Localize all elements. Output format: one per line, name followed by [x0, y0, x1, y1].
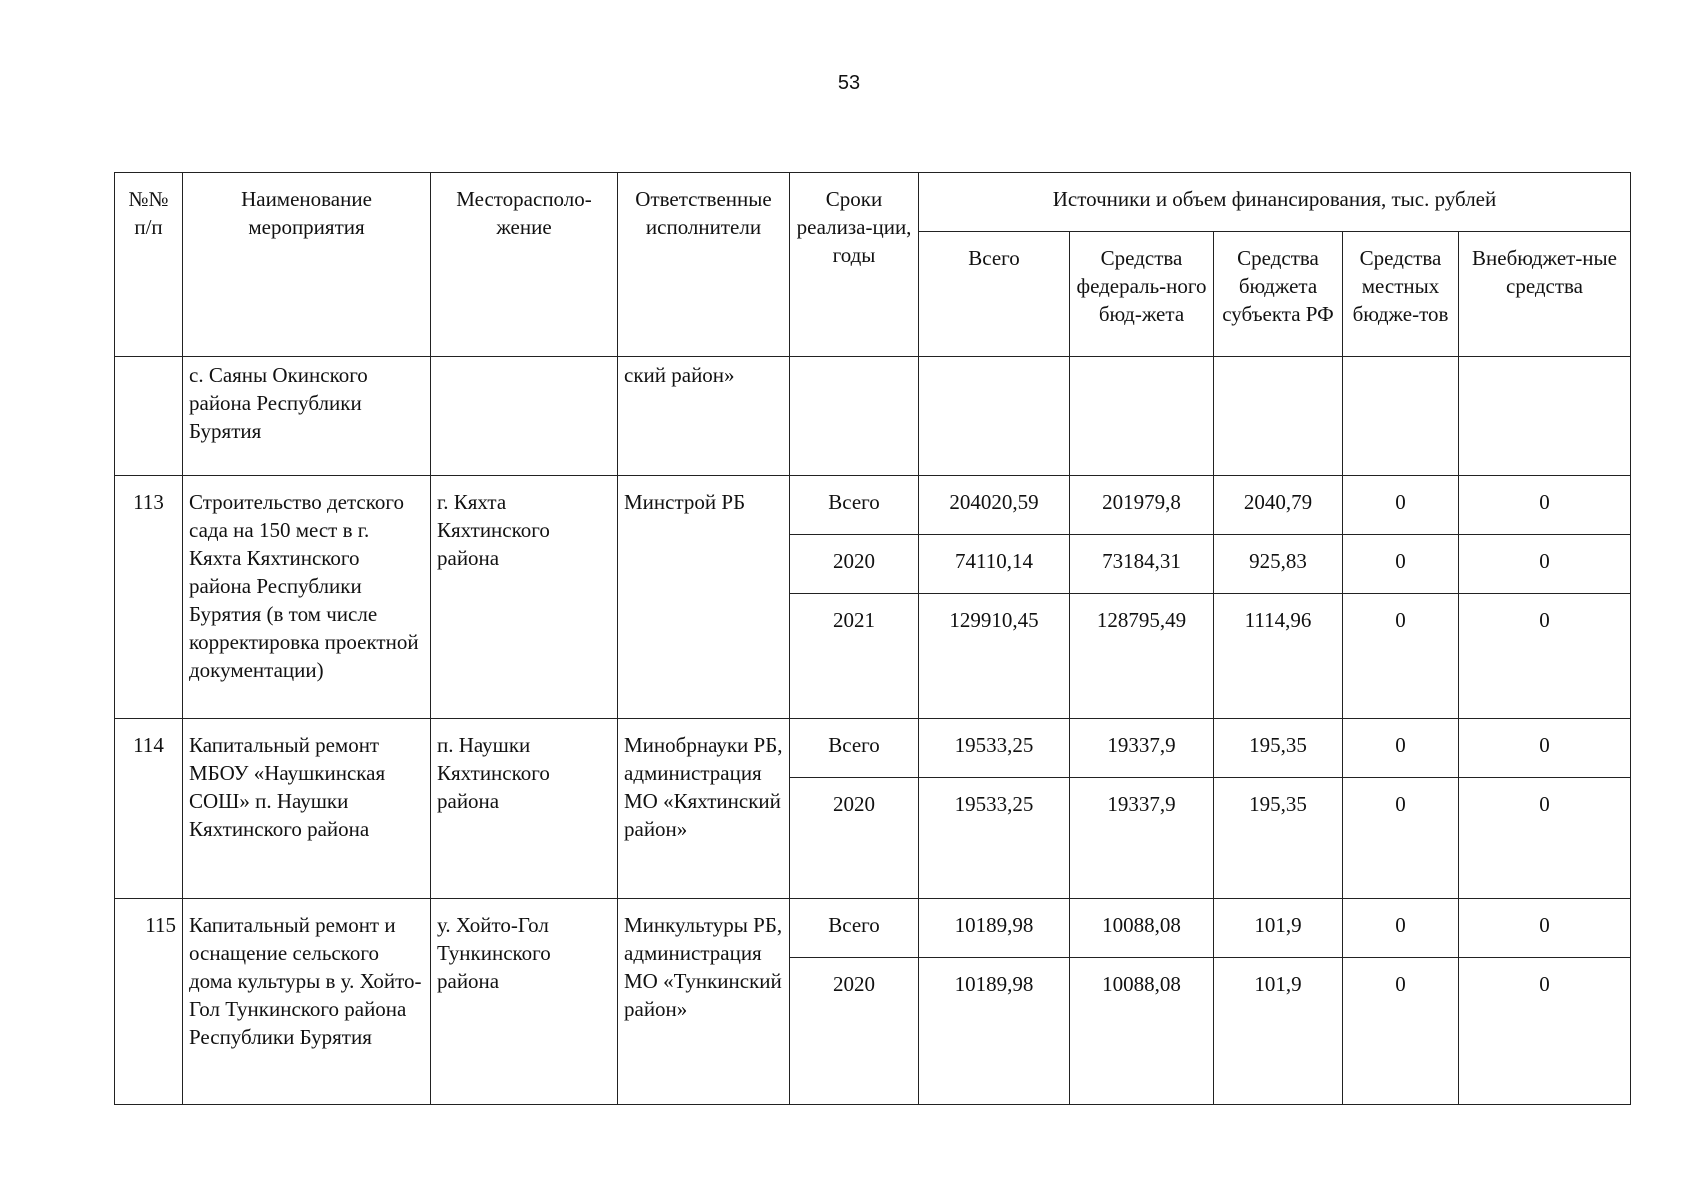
continuation-terms [790, 357, 919, 476]
row-responsible: Минстрой РБ [618, 476, 790, 719]
row-local: 0 [1343, 778, 1459, 899]
continuation-extra [1459, 357, 1631, 476]
header-total: Всего [919, 232, 1070, 357]
row-year: Всего [790, 476, 919, 535]
continuation-row [115, 357, 1631, 476]
header-num: №№ п/п [115, 173, 183, 357]
header-local: Средства местных бюдже-тов [1343, 232, 1459, 357]
row-total: 19533,25 [919, 778, 1070, 899]
continuation-responsible: ский район» [618, 357, 790, 476]
row-subject: 195,35 [1214, 719, 1343, 778]
row-extra: 0 [1459, 958, 1631, 1105]
row-extra: 0 [1459, 476, 1631, 535]
row-total: 74110,14 [919, 535, 1070, 594]
row-extra: 0 [1459, 594, 1631, 719]
row-federal: 19337,9 [1070, 719, 1214, 778]
row-subject: 101,9 [1214, 958, 1343, 1105]
header-extra: Внебюджет-ные средства [1459, 232, 1631, 357]
row-subject: 195,35 [1214, 778, 1343, 899]
row-num: 114 [115, 719, 183, 899]
row-year: Всего [790, 719, 919, 778]
page-number: 53 [837, 72, 861, 94]
row-local: 0 [1343, 535, 1459, 594]
row-subject: 2040,79 [1214, 476, 1343, 535]
row-location: г. Кяхта Кяхтинского района [431, 476, 618, 719]
continuation-location [431, 357, 618, 476]
row-federal: 19337,9 [1070, 778, 1214, 899]
header-responsible: Ответственные исполнители [618, 173, 790, 357]
header-federal: Средства федераль-ного бюд-жета [1070, 232, 1214, 357]
row-local: 0 [1343, 476, 1459, 535]
row-federal: 10088,08 [1070, 958, 1214, 1105]
row-local: 0 [1343, 719, 1459, 778]
header-terms: Сроки реализа-ции, годы [790, 173, 919, 357]
row-total: 10189,98 [919, 958, 1070, 1105]
row-total: 19533,25 [919, 719, 1070, 778]
financing-table [114, 172, 1631, 1105]
row-responsible: Минкультуры РБ, администрация МО «Тункинский район» [618, 899, 790, 1105]
row-subject: 1114,96 [1214, 594, 1343, 719]
row-local: 0 [1343, 594, 1459, 719]
row-federal: 10088,08 [1070, 899, 1214, 958]
row-location: у. Хойто-Гол Тункинского района [431, 899, 618, 1105]
header-row [115, 173, 1631, 232]
table-row [115, 899, 1631, 958]
table-row [115, 719, 1631, 778]
row-total: 129910,45 [919, 594, 1070, 719]
row-year: 2020 [790, 535, 919, 594]
row-federal: 201979,8 [1070, 476, 1214, 535]
row-year: 2020 [790, 958, 919, 1105]
header-subject: Средства бюджета субъекта РФ [1214, 232, 1343, 357]
row-name: Капитальный ремонт и оснащение сельского дома культуры в у. Хойто-Гол Тункинского района Республики Бурятия [183, 899, 431, 1105]
row-num: 115 [115, 899, 183, 1105]
header-sources: Источники и объем финансирования, тыс. рублей [919, 173, 1631, 232]
row-extra: 0 [1459, 778, 1631, 899]
continuation-subject [1214, 357, 1343, 476]
row-name: Капитальный ремонт МБОУ «Наушкинская СОШ» п. Наушки Кяхтинского района [183, 719, 431, 899]
continuation-local [1343, 357, 1459, 476]
row-location: п. Наушки Кяхтинского района [431, 719, 618, 899]
row-year: 2020 [790, 778, 919, 899]
row-extra: 0 [1459, 899, 1631, 958]
continuation-total [919, 357, 1070, 476]
continuation-num [115, 357, 183, 476]
row-year: 2021 [790, 594, 919, 719]
row-federal: 128795,49 [1070, 594, 1214, 719]
row-local: 0 [1343, 899, 1459, 958]
header-location: Месторасполо-жение [431, 173, 618, 357]
row-subject: 925,83 [1214, 535, 1343, 594]
row-local: 0 [1343, 958, 1459, 1105]
continuation-federal [1070, 357, 1214, 476]
row-extra: 0 [1459, 535, 1631, 594]
row-total: 10189,98 [919, 899, 1070, 958]
row-num: 113 [115, 476, 183, 719]
row-extra: 0 [1459, 719, 1631, 778]
continuation-name: с. Саяны Окинского района Республики Бурятия [183, 357, 431, 476]
row-year: Всего [790, 899, 919, 958]
row-name: Строительство детского сада на 150 мест в г. Кяхта Кяхтинского района Республики Бурятия (в том числе корректировка проектной документации) [183, 476, 431, 719]
row-responsible: Минобрнауки РБ, администрация МО «Кяхтинский район» [618, 719, 790, 899]
row-federal: 73184,31 [1070, 535, 1214, 594]
row-subject: 101,9 [1214, 899, 1343, 958]
header-name: Наименование мероприятия [183, 173, 431, 357]
row-total: 204020,59 [919, 476, 1070, 535]
table-row [115, 476, 1631, 535]
